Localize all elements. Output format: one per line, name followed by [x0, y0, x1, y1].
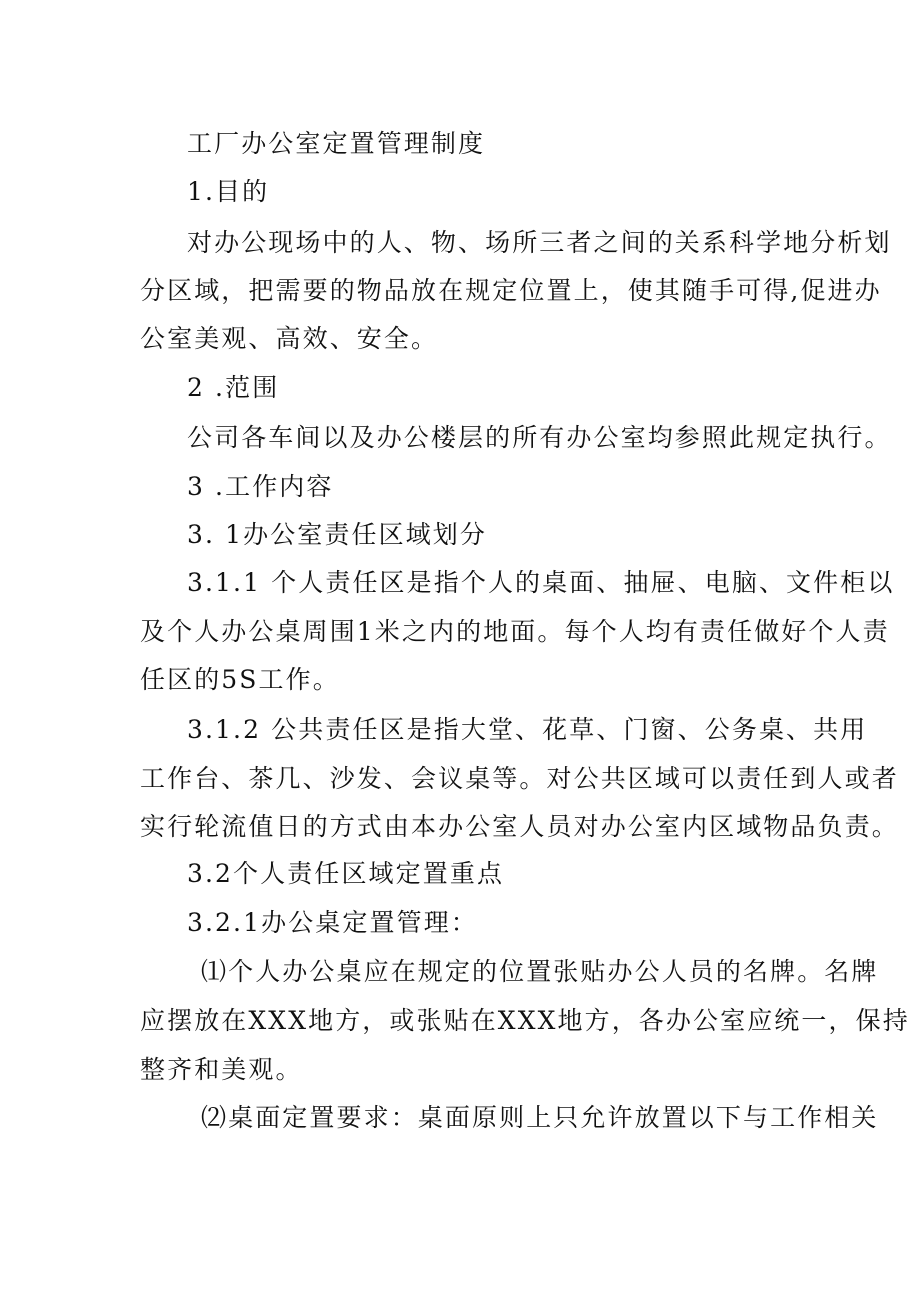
paragraph-line: 公司各车间以及办公楼层的所有办公室均参照此规定执行。 [187, 423, 892, 452]
section-2-heading: 2 .范围 [187, 373, 280, 402]
subsection-3-2-heading: 3.2个人责任区域定置重点 [187, 859, 505, 888]
subsection-3-1-heading: 3. 1办公室责任区域划分 [187, 520, 488, 549]
list-item-line: 应摆放在XXX地方，或张贴在XXX地方，各办公室应统一，保持 [140, 1006, 910, 1035]
paragraph-line: 3.1.1 个人责任区是指个人的桌面、抽屉、电脑、文件柜以 [187, 568, 895, 597]
paragraph-line: 实行轮流值日的方式由本办公室人员对办公室内区域物品负责。 [140, 812, 899, 841]
subsection-3-2-1-heading: 3.2.1办公桌定置管理： [187, 908, 478, 937]
list-item-line: ⑴个人办公桌应在规定的位置张贴办公人员的名牌。名牌 [201, 957, 879, 986]
list-item-line: ⑵桌面定置要求：桌面原则上只允许放置以下与工作相关 [201, 1103, 879, 1132]
document-title: 工厂办公室定置管理制度 [187, 129, 486, 158]
paragraph-line: 及个人办公桌周围1米之内的地面。每个人均有责任做好个人责 [140, 617, 890, 646]
paragraph-line: 任区的5S工作。 [140, 665, 340, 694]
paragraph-line: 公室美观、高效、安全。 [140, 324, 439, 353]
paragraph-line: 分区域，把需要的物品放在规定位置上，使其随手可得,促进办 [140, 276, 882, 305]
list-item-line: 整齐和美观。 [140, 1055, 303, 1084]
paragraph-line: 3.1.2 公共责任区是指大堂、花草、门窗、公务桌、共用 [187, 715, 868, 744]
section-1-heading: 1.目的 [187, 177, 270, 206]
paragraph-line: 对办公现场中的人、物、场所三者之间的关系科学地分析划 [187, 228, 892, 257]
paragraph-line: 工作台、茶几、沙发、会议桌等。对公共区域可以责任到人或者 [140, 764, 899, 793]
section-3-heading: 3 .工作内容 [187, 472, 334, 501]
